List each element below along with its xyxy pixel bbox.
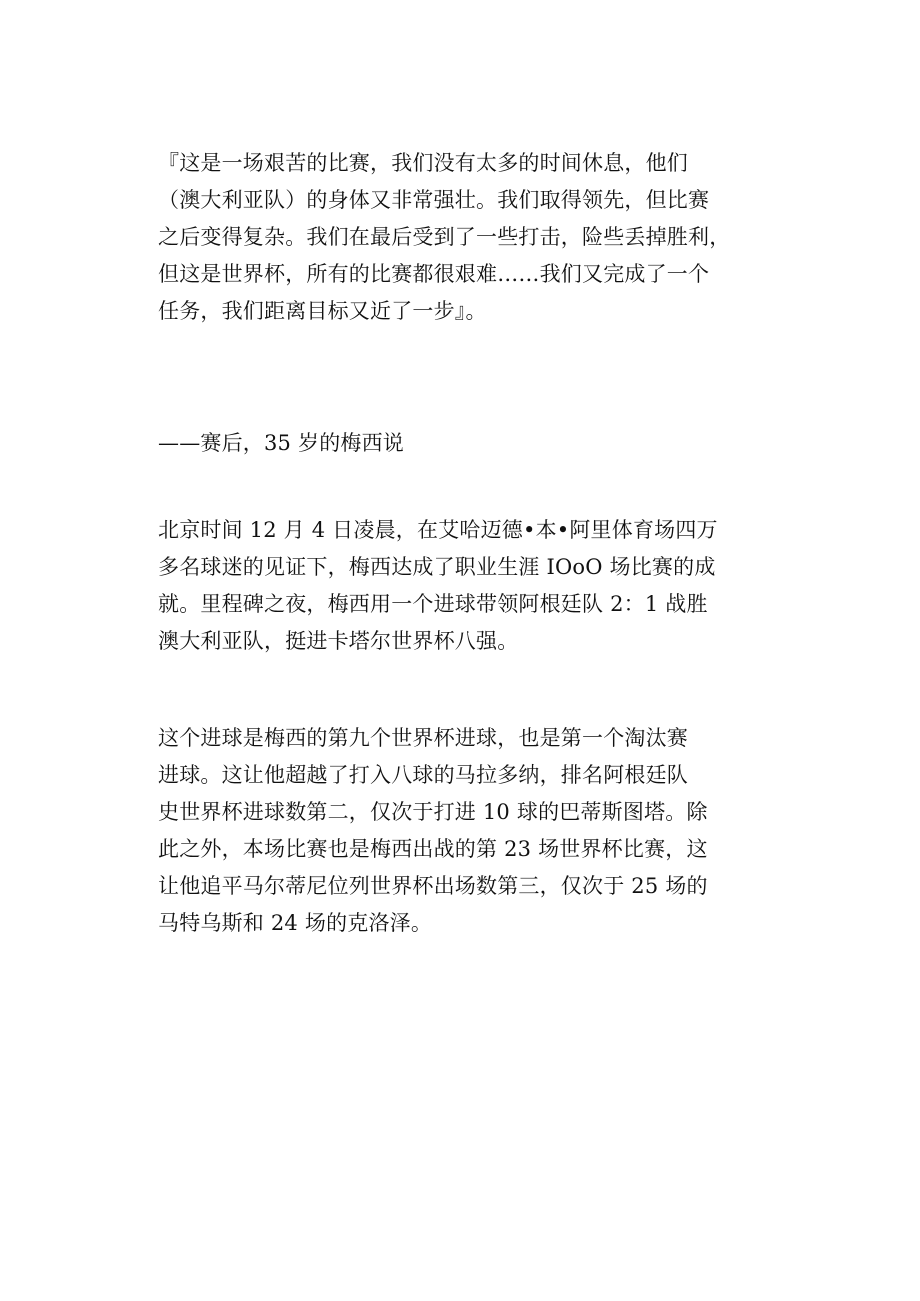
body-paragraph-2 bbox=[158, 720, 758, 942]
paragraph-line: 史世界杯进球数第二，仅次于打进 10 球的巴蒂斯图塔。除 bbox=[158, 800, 708, 824]
paragraph-line: 此之外，本场比赛也是梅西出战的第 23 场世界杯比赛，这 bbox=[158, 837, 708, 861]
quote-line: 但这是世界杯，所有的比赛都很艰难……我们又完成了一个 bbox=[158, 262, 710, 286]
quote-attribution bbox=[158, 425, 758, 462]
paragraph-line: 马特乌斯和 24 场的克洛泽。 bbox=[158, 911, 433, 935]
paragraph-line: 澳大利亚队，挺进卡塔尔世界杯八强。 bbox=[158, 629, 519, 653]
paragraph-line: 这个进球是梅西的第九个世界杯进球，也是第一个淘汰赛 bbox=[158, 726, 688, 750]
paragraph-line: 就。里程碑之夜，梅西用一个进球带领阿根廷队 2：1 战胜 bbox=[158, 592, 708, 616]
quote-line: 任务，我们距离目标又近了一步』。 bbox=[158, 299, 487, 323]
paragraph-line: 多名球迷的见证下，梅西达成了职业生涯 IOoO 场比赛的成 bbox=[158, 555, 716, 579]
quote-line: （澳大利亚队）的身体又非常强壮。我们取得领先，但比赛 bbox=[158, 188, 710, 212]
quote-paragraph bbox=[158, 145, 758, 330]
paragraph-line: 北京时间 12 月 4 日凌晨，在艾哈迈德•本•阿里体育场四万 bbox=[158, 518, 718, 542]
attribution-line: ——赛后，35 岁的梅西说 bbox=[158, 431, 404, 455]
quote-line: 『这是一场艰苦的比赛，我们没有太多的时间休息，他们 bbox=[158, 151, 688, 175]
paragraph-line: 进球。这让他超越了打入八球的马拉多纳，排名阿根廷队 bbox=[158, 763, 688, 787]
body-paragraph-1 bbox=[158, 512, 758, 660]
paragraph-line: 让他追平马尔蒂尼位列世界杯出场数第三，仅次于 25 场的 bbox=[158, 874, 708, 898]
quote-line: 之后变得复杂。我们在最后受到了一些打击，险些丢掉胜利， bbox=[158, 225, 731, 249]
